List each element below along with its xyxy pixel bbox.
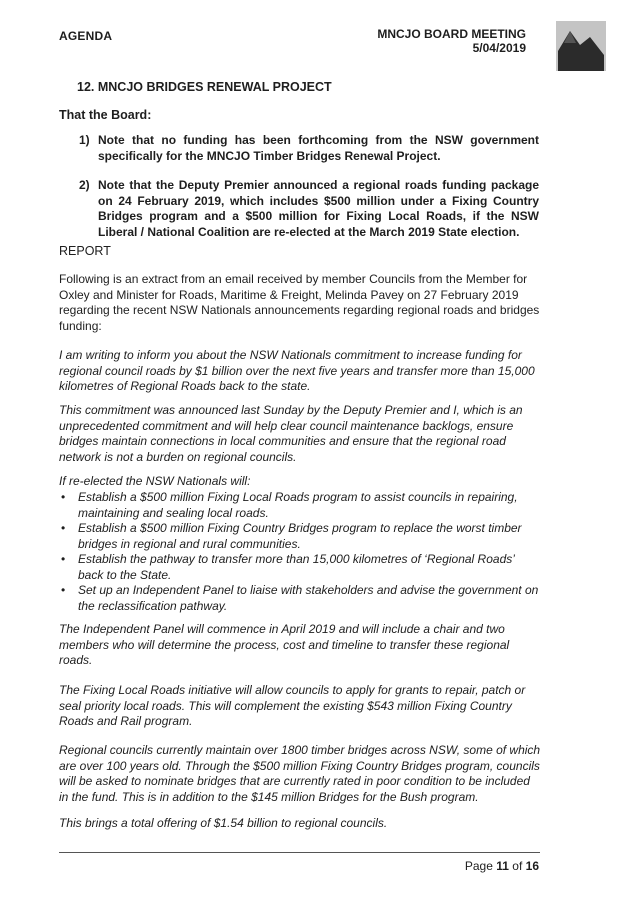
quote-paragraph: This commitment was announced last Sunday by the Deputy Premier and I, which is an unprecedented commitment and will help clear council maintenance backlogs, ensure bridges maintain connections in local communities and ensure that the regional road network is not a burden on regional councils. <box>59 403 523 464</box>
bullet-text: Set up an Independent Panel to liaise with stakeholders and advise the government on the reclassification pathway. <box>78 583 539 613</box>
current-page: 11 <box>496 859 509 873</box>
header-meeting <box>377 27 526 55</box>
bullet-icon: • <box>61 552 66 566</box>
bullet-icon: • <box>61 490 66 504</box>
of-word: of <box>512 859 523 873</box>
list-item <box>59 583 541 614</box>
total-pages: 16 <box>525 859 539 873</box>
resolution-number: 2) <box>79 178 90 192</box>
quote-paragraph: This brings a total offering of $1.54 billion to regional councils. <box>59 816 388 830</box>
list-item <box>59 490 541 521</box>
resolution-number: 1) <box>79 133 90 147</box>
resolution-item <box>79 178 539 240</box>
intro-paragraph: Following is an extract from an email received by member Councils from the Member for Oxley and Minister for Roads, Maritime & Freight, Melinda Pavey on 27 February 2019 regarding the recent NSW Nationals announcements regarding regional roads and bridges funding: <box>59 272 540 333</box>
header-agenda: AGENDA <box>59 29 113 43</box>
page-number <box>465 859 539 873</box>
mncjo-logo <box>556 21 606 71</box>
bullet-icon: • <box>61 583 66 597</box>
resolution-text: Note that the Deputy Premier announced a regional roads funding package on 24 February 2019, which includes $500 million under a Fixing Country Bridges program and a $500 million for Fixing Local Roads, if the NSW Liberal / National Coalition are re-elected at the March 2019 State election. <box>98 178 539 239</box>
quote-paragraph: Regional councils currently maintain over 1800 timber bridges across NSW, some of which are over 100 years old. Through the $500 million Fixing Country Bridges program, councils will be asked to nominate bridges that are currently rated in poor condition to be included in the fund. This is in addition to the $145 million Bridges for the Bush program. <box>59 743 541 804</box>
quote-list-intro: If re-elected the NSW Nationals will: <box>59 474 251 488</box>
bullet-text: Establish the pathway to transfer more than 15,000 kilometres of ‘Regional Roads’ back to the State. <box>78 552 515 582</box>
list-item <box>59 521 541 552</box>
quote-bullet-list <box>59 490 541 614</box>
section-title: 12. MNCJO BRIDGES RENEWAL PROJECT <box>77 80 332 94</box>
meeting-title: MNCJO BOARD MEETING <box>377 27 526 41</box>
report-heading: REPORT <box>59 244 111 258</box>
page-word: Page <box>464 859 493 873</box>
resolution-text: Note that no funding has been forthcoming from the NSW government specifically for the MNCJO Timber Bridges Renewal Project. <box>98 133 539 163</box>
board-heading: That the Board: <box>59 108 152 122</box>
bullet-text: Establish a $500 million Fixing Local Roads program to assist councils in repairing, maintaining and sealing local roads. <box>78 490 518 520</box>
quote-paragraph: I am writing to inform you about the NSW Nationals commitment to increase funding for regional council roads by $1 billion over the next five years and transfer more than 15,000 kilometres of Regional Roads back to the state. <box>59 348 535 393</box>
list-item <box>59 552 541 583</box>
bullet-text: Establish a $500 million Fixing Country Bridges program to replace the worst timber bridges in regional and rural communities. <box>78 521 522 551</box>
bullet-icon: • <box>61 521 66 535</box>
meeting-date: 5/04/2019 <box>472 41 526 55</box>
resolution-item <box>79 133 539 164</box>
quote-paragraph: The Fixing Local Roads initiative will allow councils to apply for grants to repair, patch or seal priority local roads. This will complement the existing $543 million Fixing Country Roads and Rail program. <box>59 683 526 728</box>
quote-paragraph: The Independent Panel will commence in April 2019 and will include a chair and two members who will determine the process, cost and timeline to transfer these regional roads. <box>59 622 510 667</box>
footer-divider <box>59 852 540 853</box>
